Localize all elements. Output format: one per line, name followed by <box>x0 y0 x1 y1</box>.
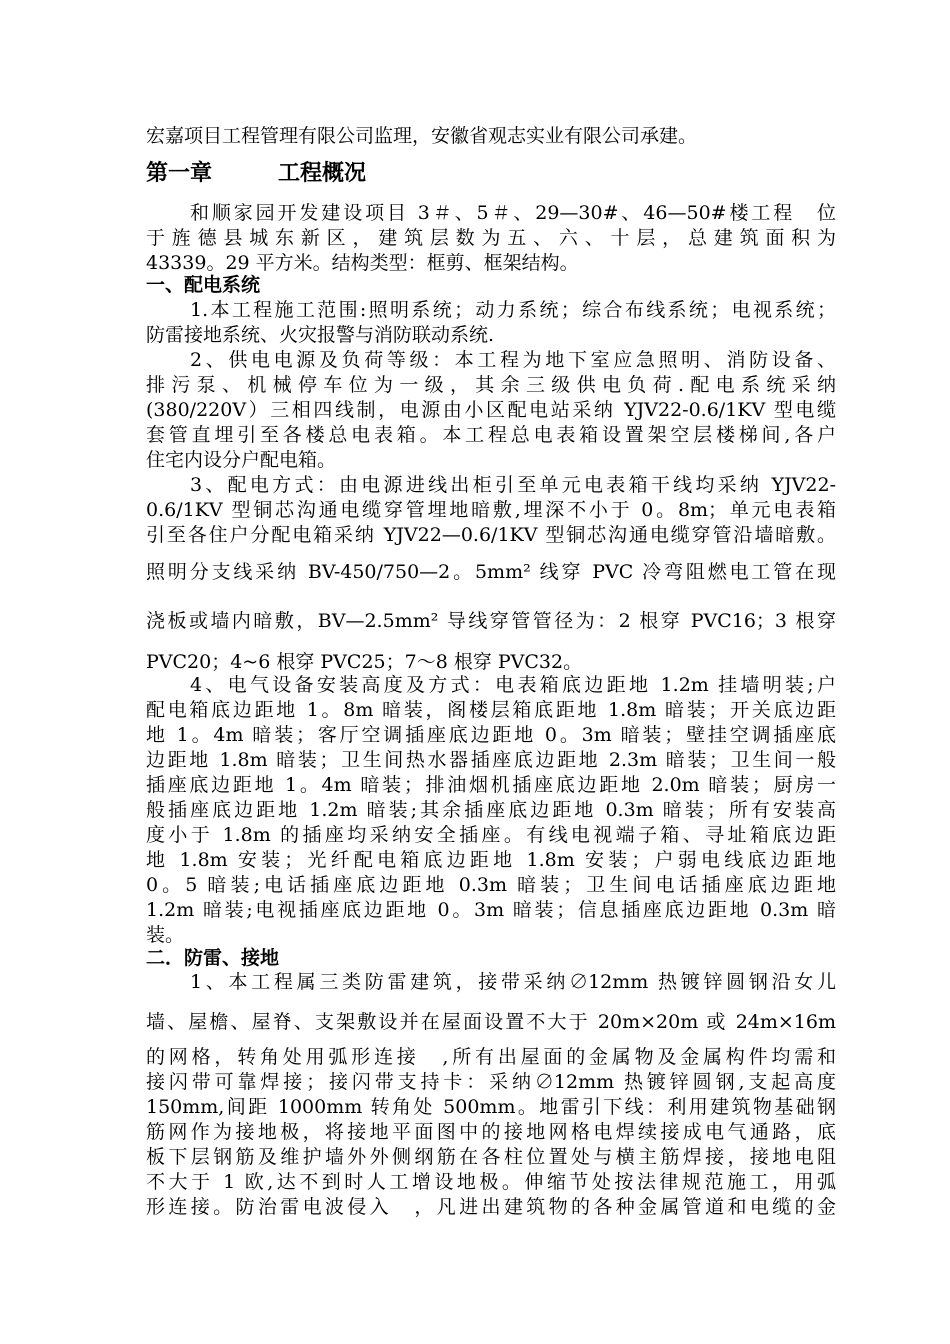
text-line: 1、本工程属三类防雷建筑，接带采纳∅12mm 热镀锌圆钢沿女儿 <box>190 971 836 993</box>
text-line: 度小于 1.8m 的插座均采纳安全插座。有线电视端子箱、寻址箱底边距 <box>146 824 836 846</box>
text-line: 43339。29 平方米。结构类型：框剪、框架结构。 <box>146 252 579 274</box>
text-line: 形连接。防治雷电波侵入 ，凡进出建筑物的各种金属管道和电缆的金 <box>146 1196 836 1218</box>
text-line: 地 1。4m 暗装；客厅空调插座底边距地 0。3m 暗装；壁挂空调插座底 <box>146 724 836 746</box>
text-line: 插座底边距地 1。4m 暗装；排油烟机插座底边距地 2.0m 暗装；厨房一 <box>146 774 836 796</box>
text-line: 1.本工程施工范围:照明系统；动力系统；综合布线系统；电视系统； <box>190 299 836 321</box>
text-line: 套管直埋引至各楼总电表箱。本工程总电表箱设置架空层楼梯间,各户 <box>146 424 836 446</box>
text-line: 墙、屋檐、屋脊、支架敷设并在屋面设置不大于 20m×20m 或 24m×16m <box>146 1011 836 1033</box>
text-line: 3、配电方式：由电源进线出柜引至单元电表箱干线均采纳 YJV22- <box>190 474 836 496</box>
chapter-number: 第一章 <box>146 161 213 186</box>
text-line: 接闪带可靠焊接；接闪带支持卡：采纳∅12mm 热镀锌圆钢,支起高度 <box>146 1071 836 1093</box>
text-line: 0.6/1KV 型铜芯沟通电缆穿管埋地暗敷,埋深不小于 0。8m；单元电表箱 <box>146 499 836 521</box>
text-line: 2、供电电源及负荷等级：本工程为地下室应急照明、消防设备、 <box>190 349 836 371</box>
text-line: 装。 <box>146 924 185 946</box>
text-line: 般插座底边距地 1.2m 暗装;其余插座底边距地 0.3m 暗装；所有安装高 <box>146 799 836 821</box>
text-line: 引至各住户分配电箱采纳 YJV22—0.6/1KV 型铜芯沟通电缆穿管沿墙暗敷。 <box>146 524 836 546</box>
text-line: 照明分支线采纳 BV-450/750—2。5mm² 线穿 PVC 冷弯阻燃电工管在现 <box>146 561 836 583</box>
text-line: 筋网作为接地极，将接地平面图中的接地网格电焊续接成电气通路，底 <box>146 1121 836 1143</box>
text-line: 150mm,间距 1000mm 转角处 500mm。地雷引下线：利用建筑物基础钢 <box>146 1096 836 1118</box>
text-line: 0。5 暗装;电话插座底边距地 0.3m 暗装；卫生间电话插座底边距地 <box>146 874 836 896</box>
text-line: 和顺家园开发建设项目 3＃、5＃、29—30#、46—50#楼工程 位 <box>190 202 836 224</box>
text-line: 配电箱底边距地 1。8m 暗装，阁楼层箱底距地 1.8m 暗装；开关底边距 <box>146 699 836 721</box>
text-line: 排污泵、机械停车位为一级，其余三级供电负荷.配电系统采纳 <box>146 374 836 396</box>
chapter-heading <box>146 162 836 186</box>
chapter-title: 工程概况 <box>278 161 367 186</box>
text-line: 住宅内设分户配电箱。 <box>146 449 337 471</box>
section-heading: 二．防雷、接地 <box>146 947 280 969</box>
text-line: 边距地 1.8m 暗装；卫生间热水器插座底边距地 2.3m 暗装；卫生间一般 <box>146 749 836 771</box>
text-line: 于旌德县城东新区，建筑层数为五、六、十层，总建筑面积为 <box>146 227 836 249</box>
text-line: 防雷接地系统、火灾报警与消防联动系统. <box>146 324 495 346</box>
text-line: (380/220V）三相四线制，电源由小区配电站采纳 YJV22-0.6/1KV 型电缆 <box>146 399 836 421</box>
text-line: PVC20；4~6 根穿 PVC25；7～8 根穿 PVC32。 <box>146 651 583 673</box>
section-heading: 一、配电系统 <box>146 274 261 296</box>
text-line: 板下层钢筋及维护墙外外侧纲筋在各柱位置处与横主筋焊接，接地电阻 <box>146 1146 836 1168</box>
text-line: 1.2m 暗装;电视插座底边距地 0。3m 暗装；信息插座底边距地 0.3m 暗 <box>146 899 836 921</box>
text-line: 浇板或墙内暗敷，BV—2.5mm² 导线穿管管径为：2 根穿 PVC16；3 根穿 <box>146 610 836 632</box>
text-line: 不大于 1 欧,达不到时人工增设地极。伸缩节处按法律规范施工，用弧 <box>146 1171 836 1193</box>
text-line: 宏嘉项目工程管理有限公司监理，安徽省观志实业有限公司承建。 <box>146 125 698 147</box>
text-line: 地 1.8m 安装；光纤配电箱底边距地 1.8m 安装；户弱电线底边距地 <box>146 849 836 871</box>
text-line: 4、电气设备安装高度及方式：电表箱底边距地 1.2m 挂墙明装;户 <box>190 674 836 696</box>
text-line: 的网格，转角处用弧形连接 ,所有出屋面的金属物及金属构件均需和 <box>146 1046 836 1068</box>
